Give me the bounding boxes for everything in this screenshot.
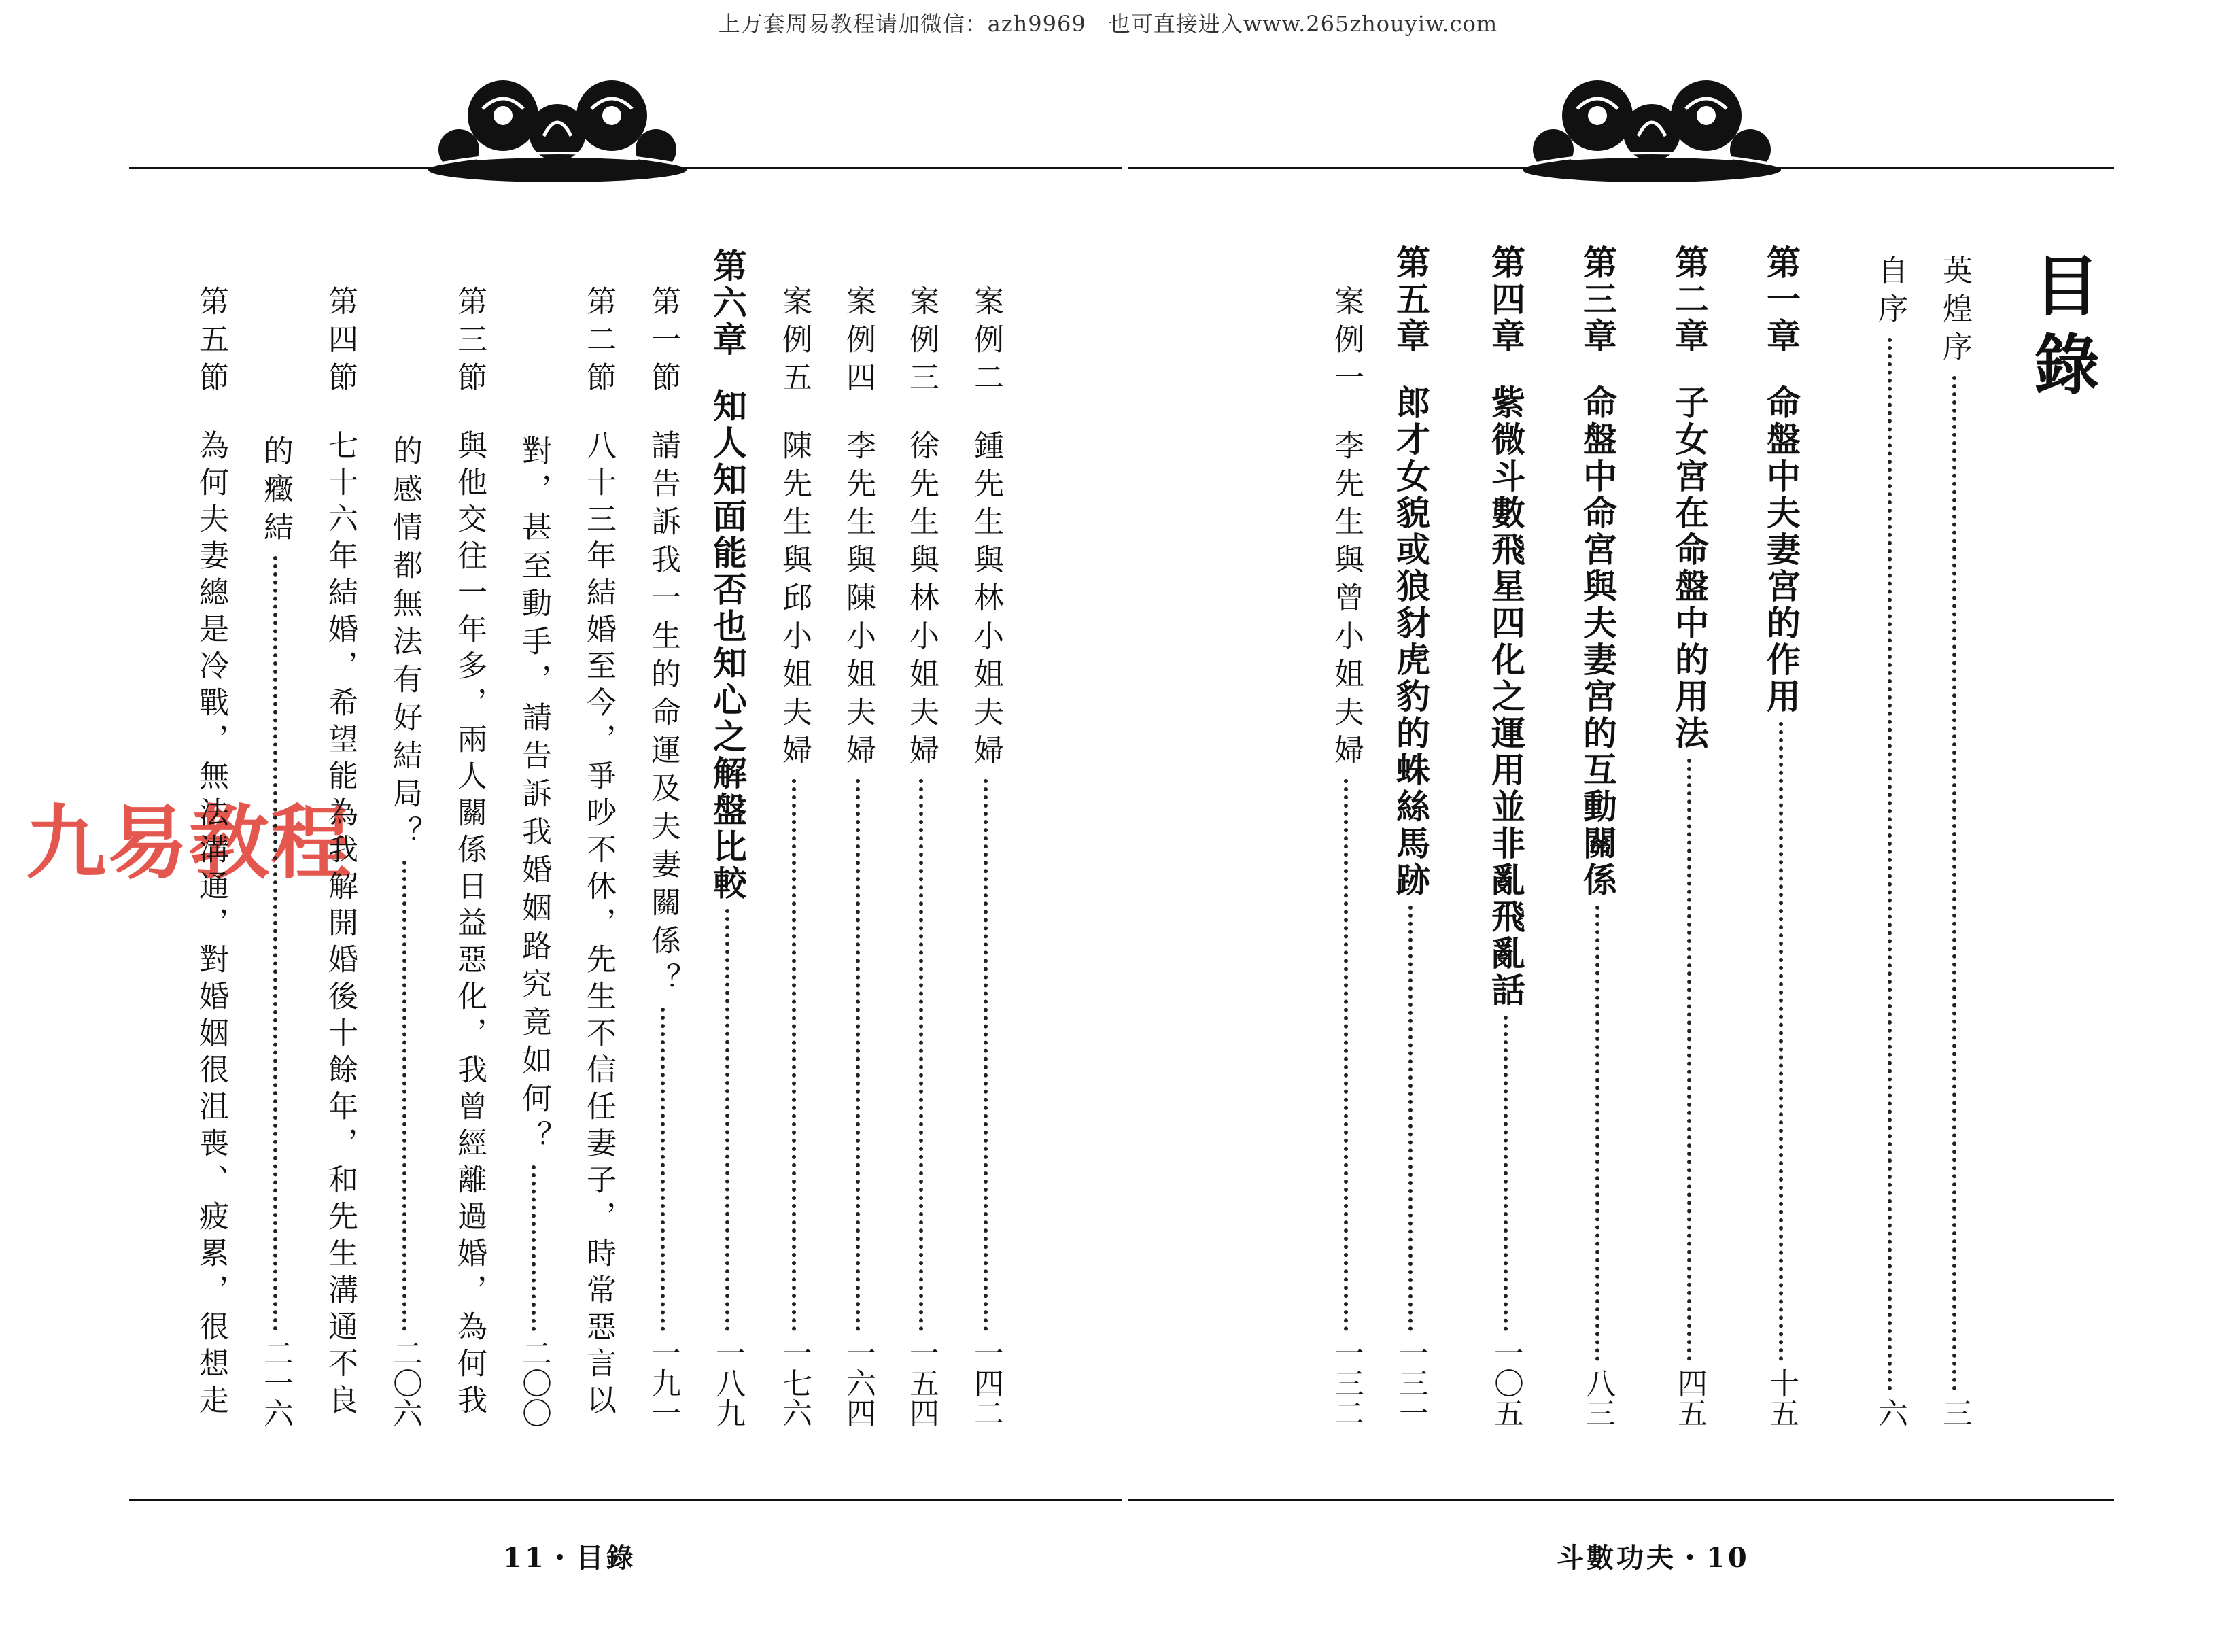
toc-entry-chapter-2[interactable] — [1662, 245, 1716, 1428]
dot-leader — [532, 1165, 536, 1331]
entry-title: 自序 — [1873, 255, 1907, 331]
entry-page: 一四二 — [969, 1338, 1003, 1428]
toc-entry-case-2[interactable] — [958, 286, 1013, 1428]
toc-entry-chapter-3[interactable] — [1570, 245, 1625, 1428]
entry-page: 十五 — [1764, 1368, 1799, 1428]
chapter-label: 第二章 — [1669, 245, 1709, 355]
entry-label: 案例五 — [777, 286, 812, 400]
bottom-rule-left — [129, 1499, 1122, 1501]
entry-page: 一〇五 — [1489, 1338, 1523, 1428]
entry-title: 英煌序 — [1937, 255, 1972, 369]
entry-page: 三 — [1937, 1398, 1972, 1428]
dot-leader — [984, 779, 988, 1331]
entry-title: 七十六年結婚，希望能為我解開婚後十餘年，和先生溝通不良 — [323, 430, 358, 1421]
dot-leader — [1687, 759, 1691, 1361]
toc-entry-section-3-cont[interactable] — [377, 435, 432, 1428]
entry-title: 與他交往一年多，兩人關係日益惡化，我曾經離過婚，為何我 — [452, 430, 487, 1421]
entry-label: 第三節 — [452, 286, 487, 400]
entry-title: 鍾先生與林小姐夫婦 — [969, 430, 1003, 772]
entry-title: 李先生與陳小姐夫婦 — [841, 430, 876, 772]
dot-leader — [1408, 906, 1413, 1331]
toc-entry-section-2-cont[interactable] — [506, 435, 561, 1428]
toc-entry-section-4[interactable] — [313, 286, 367, 1428]
entry-label: 第五節 — [194, 286, 228, 400]
dot-leader — [919, 779, 923, 1331]
toc-entry-section-4-cont[interactable] — [248, 435, 302, 1428]
entry-page: 一三一 — [1393, 1338, 1428, 1428]
chapter-title: 命盤中命宮與夫妻宮的互動關係 — [1578, 385, 1617, 899]
entry-title: 八十三年結婚至今，爭吵不休，先生不信任妻子，時常惡言以 — [581, 430, 616, 1421]
entry-title: 陳先生與邱小姐夫婦 — [777, 430, 812, 772]
entry-title-cont: 對，甚至動手，請告訴我婚姻路究竟如何？ — [517, 435, 551, 1158]
entry-title: 徐先生與林小姐夫婦 — [904, 430, 939, 772]
chapter-label: 第三章 — [1578, 245, 1617, 355]
entry-label: 第一節 — [646, 286, 680, 400]
header-note: 上万套周易教程请加微信：azh9969 也可直接进入www.265zhouyiw.com — [718, 11, 1498, 37]
chapter-title: 知人知面能否也知心之解盤比較 — [708, 388, 747, 902]
entry-page: 四五 — [1672, 1368, 1707, 1428]
peony-ornament-left — [421, 68, 693, 184]
entry-label: 案例一 — [1329, 286, 1364, 400]
toc-entry-section-5[interactable] — [184, 286, 238, 1428]
toc-entry-case-1[interactable] — [1319, 286, 1373, 1428]
chapter-label: 第四章 — [1486, 245, 1525, 355]
dot-leader — [273, 556, 277, 1331]
entry-page: 八三 — [1580, 1368, 1615, 1428]
toc-entry-section-1[interactable] — [636, 286, 690, 1428]
entry-page: 六 — [1873, 1398, 1907, 1428]
entry-title: 請告訴我一生的命運及夫妻關係？ — [646, 430, 680, 1001]
dot-leader — [856, 779, 860, 1331]
entry-label: 案例三 — [904, 286, 939, 400]
entry-label: 第四節 — [323, 286, 358, 400]
entry-page: 二〇〇 — [517, 1338, 551, 1428]
entry-page: 一六四 — [841, 1338, 876, 1428]
chapter-label: 第五章 — [1391, 245, 1430, 355]
chapter-title: 命盤中夫妻宮的作用 — [1761, 385, 1801, 715]
entry-page: 一三二 — [1329, 1338, 1364, 1428]
toc-entry-section-2[interactable] — [571, 286, 625, 1428]
entry-title-cont: 的感情都無法有好結局？ — [387, 435, 422, 854]
entry-title: 李先生與曾小姐夫婦 — [1329, 430, 1364, 772]
entry-label: 案例二 — [969, 286, 1003, 400]
page-footer-left: 11・目錄 — [503, 1542, 636, 1574]
entry-page: 一七六 — [777, 1338, 812, 1428]
chapter-title: 紫微斗數飛星四化之運用並非亂飛亂話 — [1486, 385, 1525, 1009]
entry-page: 二一六 — [258, 1338, 293, 1428]
chapter-title: 子女宮在命盤中的用法 — [1669, 385, 1709, 752]
chapter-title: 郎才女貌或狼豺虎豹的蛛絲馬跡 — [1391, 385, 1430, 899]
page-footer-right: 斗數功夫・10 — [1557, 1542, 1750, 1574]
entry-title-cont: 的癥結 — [258, 435, 293, 549]
right-page — [1115, 0, 2216, 1652]
entry-page: 一五四 — [904, 1338, 939, 1428]
toc-entry-chapter-6[interactable] — [700, 248, 755, 1428]
entry-label: 第二節 — [581, 286, 616, 400]
dot-leader — [1504, 1016, 1508, 1331]
chapter-label: 第六章 — [708, 248, 747, 358]
entry-page: 一八九 — [710, 1338, 745, 1428]
dot-leader — [1779, 722, 1783, 1361]
dot-leader — [725, 909, 729, 1331]
toc-entry-case-3[interactable] — [894, 286, 948, 1428]
toc-entry-case-5[interactable] — [767, 286, 821, 1428]
toc-entry-chapter-1[interactable] — [1754, 245, 1808, 1428]
watermark: 九易教程 — [26, 796, 353, 890]
entry-title: 為何夫妻總是冷戰，無法溝通，對婚姻很沮喪、疲累，很想走 — [194, 430, 228, 1421]
toc-title: 目錄 — [2024, 252, 2100, 409]
dot-leader — [1595, 906, 1599, 1361]
toc-entry-section-3[interactable] — [442, 286, 496, 1428]
chapter-label: 第一章 — [1761, 245, 1801, 355]
bottom-rule-right — [1128, 1499, 2114, 1501]
dot-leader — [402, 861, 406, 1331]
toc-entry-author-preface[interactable] — [1863, 255, 1917, 1428]
entry-page: 一九一 — [646, 1338, 680, 1428]
dot-leader — [1344, 779, 1348, 1331]
toc-entry-preface-yinghuang[interactable] — [1927, 255, 1981, 1428]
dot-leader — [792, 779, 796, 1331]
toc-entry-chapter-4[interactable] — [1478, 245, 1533, 1428]
entry-label: 案例四 — [841, 286, 876, 400]
peony-ornament-right — [1516, 68, 1788, 184]
dot-leader — [661, 1008, 665, 1331]
dot-leader — [1888, 338, 1892, 1391]
toc-entry-chapter-5[interactable] — [1383, 245, 1438, 1428]
toc-entry-case-4[interactable] — [831, 286, 885, 1428]
dot-leader — [1952, 376, 1956, 1391]
entry-page: 二〇六 — [387, 1338, 422, 1428]
